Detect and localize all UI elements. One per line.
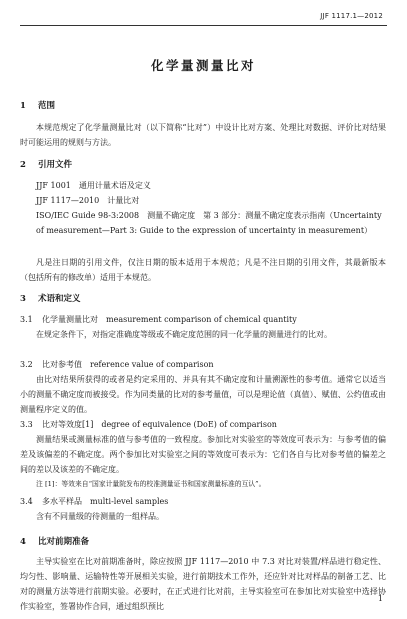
term-3-1-text: 在规定条件下，对指定准确度等级或不确定度范围的同一化学量的测量进行的比对。: [36, 330, 332, 339]
reference-item: ISO/IEC Guide 98-3:2008 测量不确定度 第 3 部分：测量不确定度表示指南（Uncertainty of measurement—Part 3: Guide to the expression of uncertainty in measurement）: [36, 211, 382, 235]
term-title: 化学量测量比对 measurement comparison of chemical quantity: [42, 315, 297, 324]
section-title: 引用文件: [38, 160, 73, 170]
page-title: 化学量测量比对: [150, 58, 256, 73]
section-title: 术语和定义: [38, 294, 81, 304]
term-3-2-text: 由比对结果所获得的或者是约定采用的、并具有其不确定度和计量溯源性的参考值。通常它以适当小的测量不确定度而被接受。作为同类量的比对的参考量值，可以是理论值（真值）、赋值、公约值或由测量程序定义的值。: [20, 375, 386, 414]
term-number: 3.1: [20, 315, 33, 324]
term-3-4-text: 含有不同量级的待测量的一组样品。: [36, 512, 164, 521]
term-3-3-text: 测量结果或测量标准的值与参考值的一致程度。参加比对实验室的等效度可表示为：与参考值的偏差及该偏差的不确定度。两个参加比对实验室之间的等效度可表示为：它们各自与比对参考值的偏差之间的差以及该差的不确定度。: [20, 435, 386, 474]
term-3-2-heading: [20, 357, 386, 372]
term-number: 3.4: [20, 497, 33, 506]
section-title: 范围: [38, 101, 56, 111]
term-3-4-heading: [20, 494, 386, 509]
term-number: 3.2: [20, 360, 33, 369]
reference-item: JJF 1001 通用计量术语及定义: [36, 181, 151, 190]
section-4-heading: [20, 535, 386, 550]
section-title: 比对前期准备: [38, 537, 90, 547]
header-code: JJF 1117.1—2012: [320, 12, 383, 20]
term-title: 多水平样品 multi-level samples: [42, 497, 169, 506]
section-2-heading: [20, 158, 386, 173]
term-3-3-heading: [20, 417, 386, 432]
section-4-text: 主导实验室在比对前期准备时，除应按照 JJF 1117—2010 中 7.3 对比对装置/样品进行稳定性、均匀性、影响量、运输特性等开展相关实验，进行前期技术工作外，还应针对比对样品的制备工艺、比对的测量方法等进行前期实验。必要时，在正式进行比对前，主导实验室可在参加比对实验室中选择协作实验室，签署协作合同，通过组织预比: [20, 557, 386, 611]
page-number: 1: [377, 594, 383, 603]
section-number: 3: [20, 294, 26, 304]
section-3-heading: [20, 292, 386, 307]
term-title: 比对等效度[1] degree of equivalence (DoE) of comparison: [42, 420, 277, 429]
term-3-1-heading: [20, 312, 386, 327]
header-rule: [20, 25, 387, 26]
section-number: 4: [20, 537, 26, 547]
section-number: 1: [20, 101, 26, 111]
section-1-text: 本规范规定了化学量测量比对（以下简称“比对”）中设计比对方案、处理比对数据、评价比对结果时可能运用的规则与方法。: [20, 123, 386, 147]
term-number: 3.3: [20, 420, 33, 429]
term-title: 比对参考值 reference value of comparison: [42, 360, 214, 369]
reference-item: JJF 1117—2010 计量比对: [36, 196, 140, 205]
section-2-text: 凡是注日期的引用文件，仅注日期的版本适用于本规范；凡是不注日期的引用文件，其最新版本（包括所有的修改单）适用于本规范。: [20, 258, 386, 282]
section-number: 2: [20, 160, 26, 170]
footnote: 注 [1]：等效来自“国家计量院发布的校准测量证书和国家测量标准的互认”。: [36, 480, 266, 488]
section-1-heading: [20, 99, 386, 114]
